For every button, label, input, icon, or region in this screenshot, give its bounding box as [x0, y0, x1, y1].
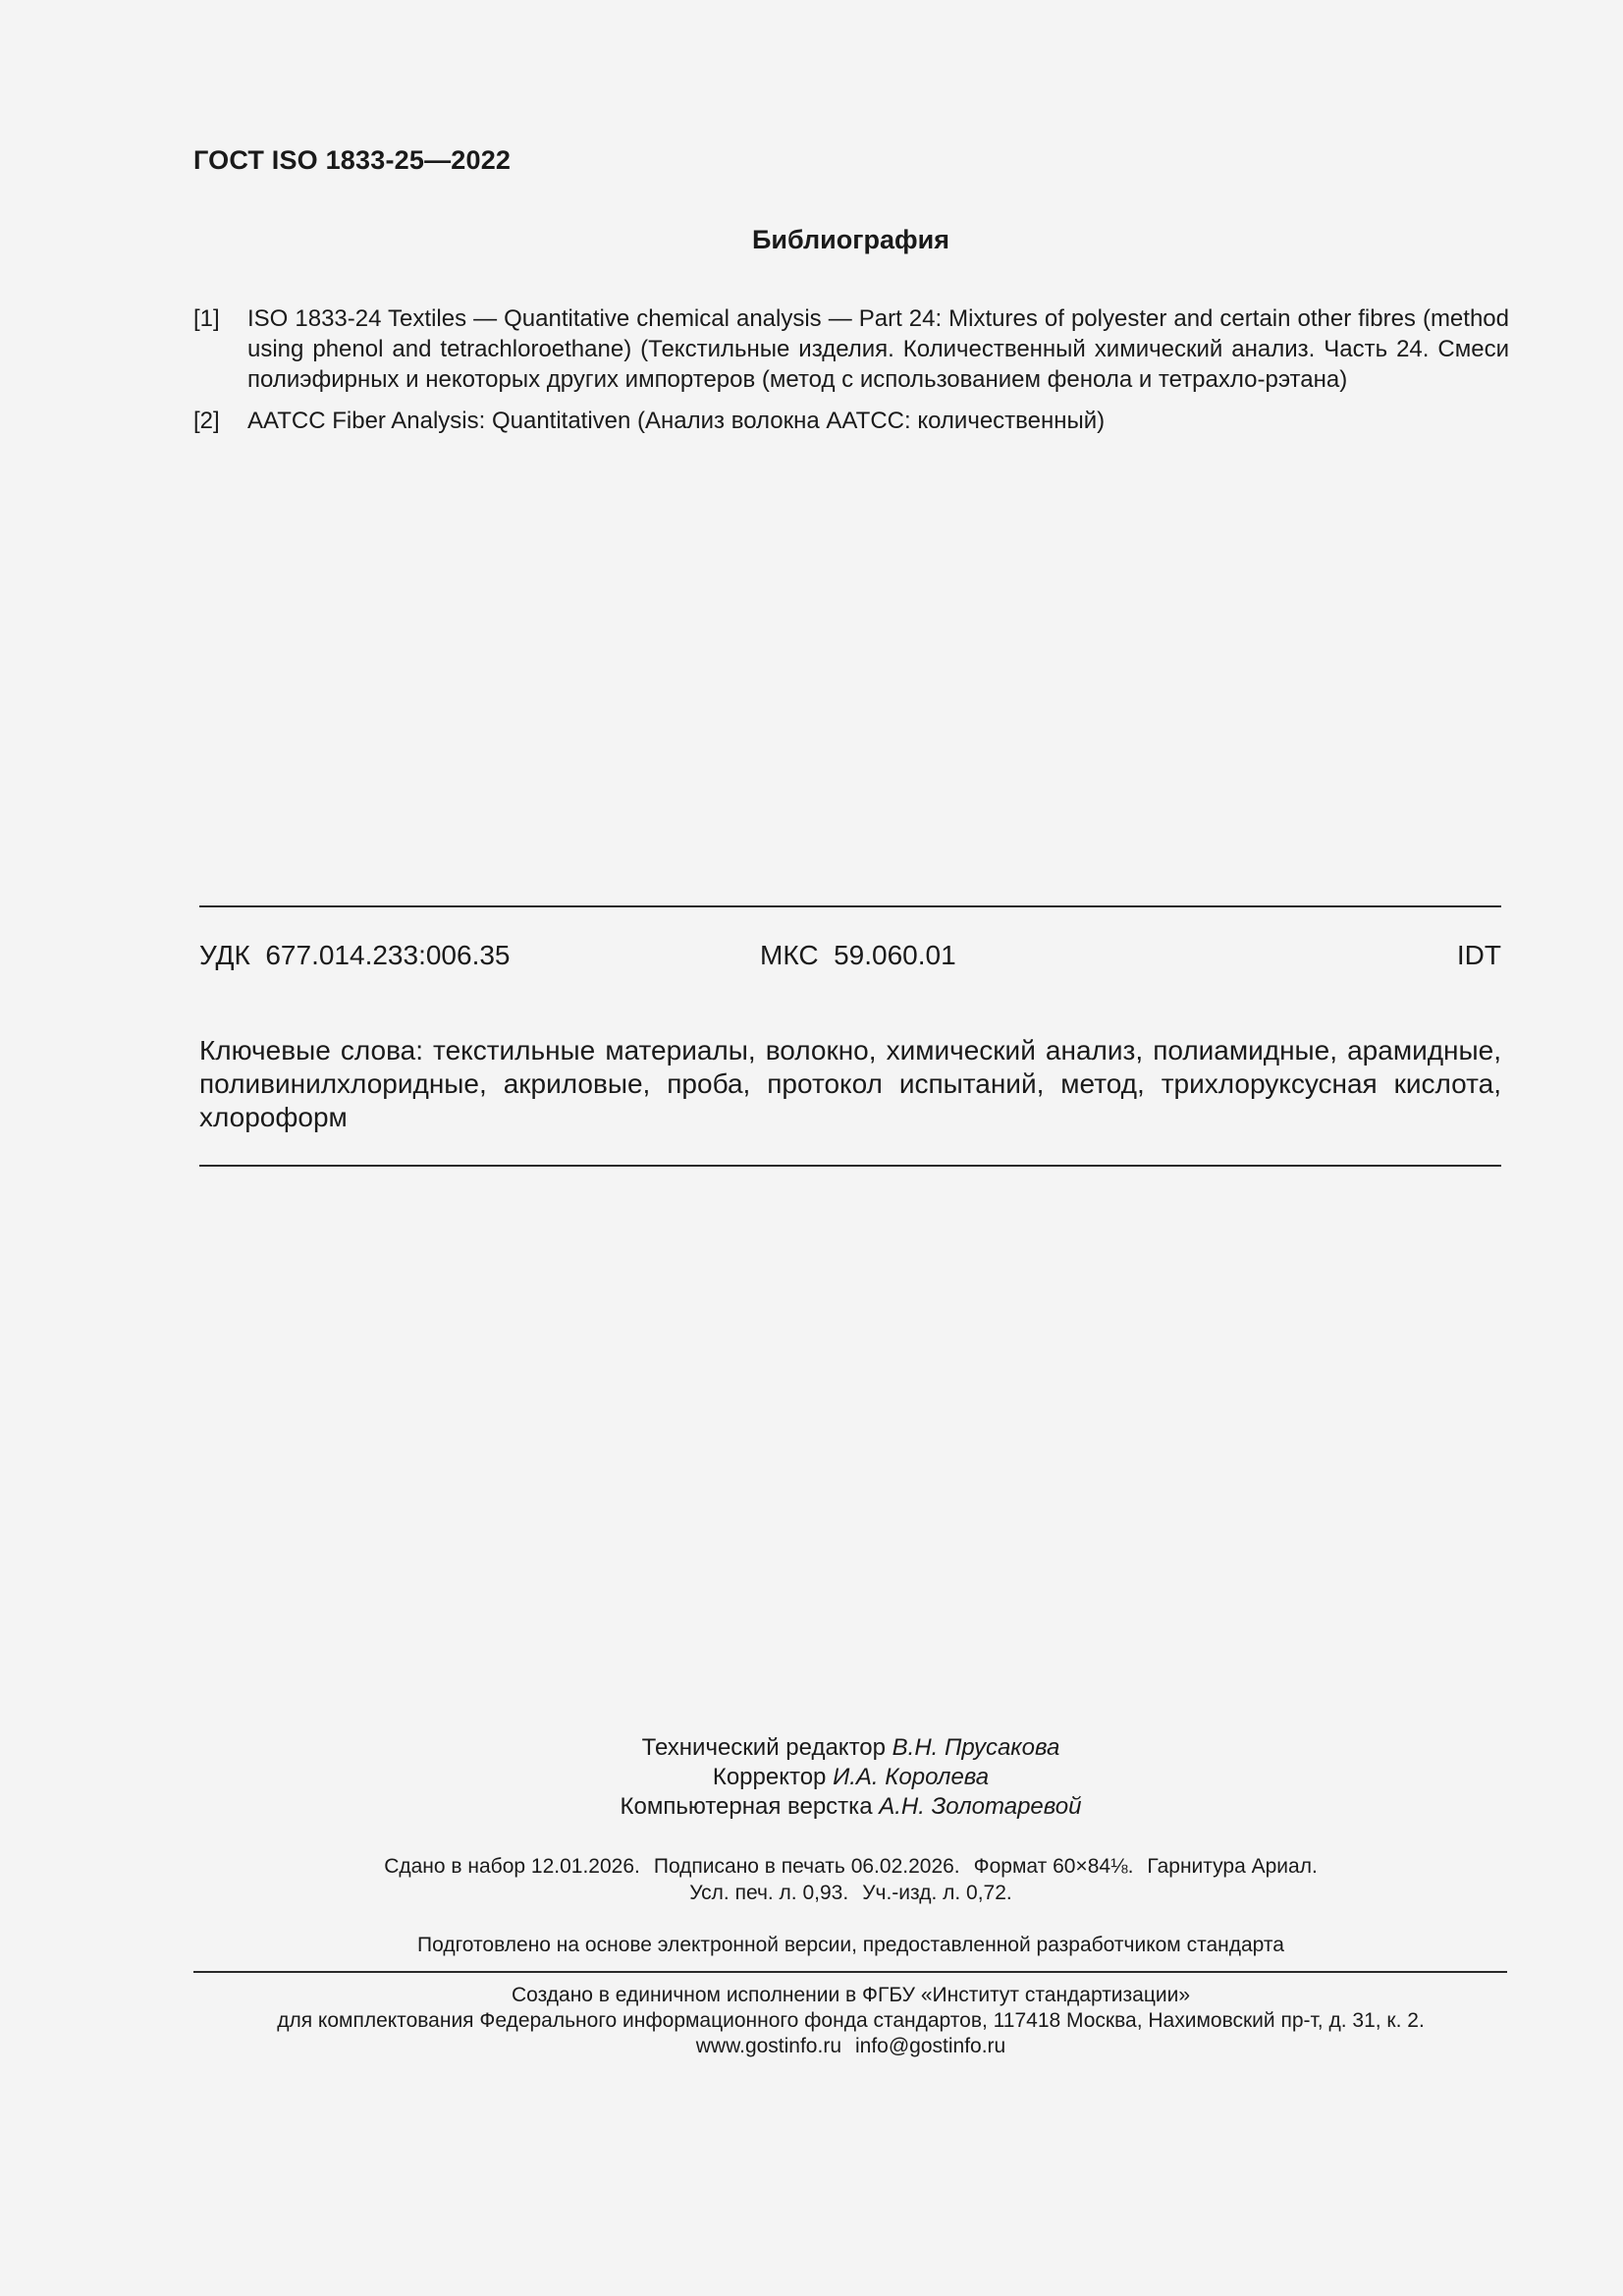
- bibliography-item-number: [2]: [193, 408, 220, 434]
- website-link[interactable]: www.gostinfo.ru: [695, 2035, 841, 2057]
- typeset-date: Сдано в набор 12.01.2026.: [384, 1855, 640, 1878]
- email-link[interactable]: info@gostinfo.ru: [855, 2035, 1006, 2057]
- bibliography-title: Библиография: [752, 225, 949, 254]
- bibliography-item: [193, 303, 1509, 395]
- tech-editor-name: В.Н. Прусакова: [892, 1734, 1060, 1761]
- credits-block: [0, 1733, 1623, 1822]
- footer-line-1: Создано в единичном исполнении в ФГБУ «Институт стандартизации»: [511, 1984, 1191, 2006]
- layout-line: [0, 1792, 1623, 1822]
- bibliography-item-text: AATCC Fiber Analysis: Quantitativen (Анализ волокна AATCC: количественный): [247, 408, 1106, 434]
- bibliography-list: [193, 303, 1509, 447]
- bibliography-item-text: ISO 1833-24 Textiles — Quantitative chemical analysis — Part 24: Mixtures of polyester and certain other fibres (method using phenol and tetrachloroethane) (Текстильные изделия. Количественный химический анализ. Часть 24. Смеси полиэфирных и некоторых других импортеров (метод с использованием фенола и тетрахло-рэтана): [247, 305, 1509, 393]
- footer-contacts: [0, 2034, 1623, 2059]
- signed-date: Подписано в печать 06.02.2026.: [653, 1855, 960, 1878]
- imprint-block: [0, 1853, 1623, 1906]
- idt-code: IDT: [1456, 940, 1501, 970]
- layout-name: А.Н. Золотаревой: [879, 1793, 1082, 1820]
- imprint-line-1: [0, 1853, 1623, 1880]
- print-sheets: Усл. печ. л. 0,93.: [689, 1882, 849, 1904]
- tech-editor-line: [0, 1733, 1623, 1763]
- imprint-line-2: [0, 1880, 1623, 1906]
- mks-code: МКС 59.060.01: [760, 940, 956, 970]
- classification-row: [199, 940, 1501, 975]
- document-code: ГОСТ ISO 1833-25—2022: [193, 145, 512, 175]
- footer-line-2: для комплектования Федерального информационного фонда стандартов, 117418 Москва, Нахимовский пр-т, д. 31, к. 2.: [277, 2009, 1425, 2032]
- print-format: Формат 60×84⅛.: [973, 1855, 1134, 1878]
- typeface: Гарнитура Ариал.: [1147, 1855, 1318, 1878]
- divider-bottom: [193, 1971, 1507, 1973]
- corrector-name: И.А. Королева: [833, 1764, 990, 1790]
- corrector-line: [0, 1763, 1623, 1792]
- tech-editor-label: Технический редактор: [641, 1734, 886, 1761]
- layout-label: Компьютерная верстка: [620, 1793, 873, 1820]
- publication-sheets: Уч.-изд. л. 0,72.: [862, 1882, 1012, 1904]
- udk-code: УДК 677.014.233:006.35: [199, 940, 511, 970]
- divider-middle: [199, 1165, 1501, 1167]
- corrector-label: Корректор: [712, 1764, 827, 1790]
- bibliography-item: [193, 406, 1509, 436]
- divider-top: [199, 905, 1501, 907]
- footer-block: [0, 1983, 1623, 2059]
- keywords-paragraph: Ключевые слова: текстильные материалы, волокно, химический анализ, полиамидные, арамидные, поливинилхлоридные, акриловые, проба, протокол испытаний, метод, трихлоруксусная кислота, хлороформ: [199, 1035, 1501, 1132]
- bibliography-item-number: [1]: [193, 305, 220, 332]
- prepared-note: Подготовлено на основе электронной версии, предоставленной разработчиком стандарта: [417, 1934, 1284, 1956]
